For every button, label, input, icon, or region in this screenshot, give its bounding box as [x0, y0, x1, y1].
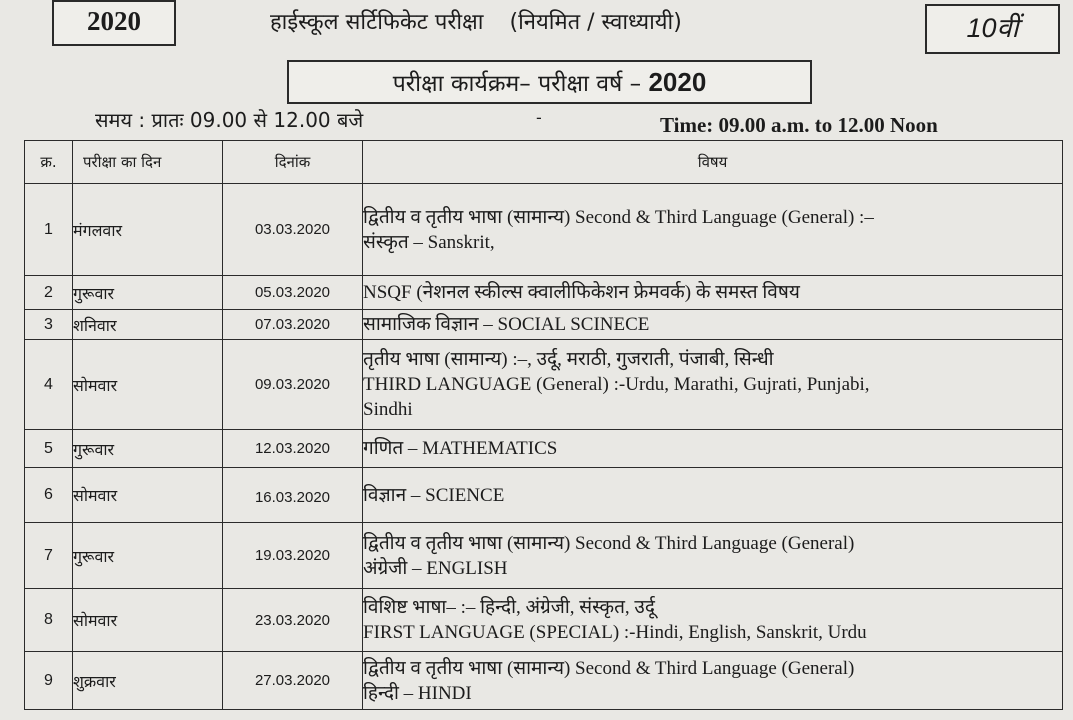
row-subject — [363, 276, 1063, 310]
row-num: 2 — [25, 276, 73, 310]
row-subject — [363, 652, 1063, 710]
subject-line: द्वितीय व तृतीय भाषा (सामान्य) Second & Third Language (General) — [363, 532, 855, 554]
class-box: 10वीं — [925, 4, 1060, 54]
subject-line: तृतीय भाषा (सामान्य) :–, उर्दू, मराठी, गुजराती, पंजाबी, सिन्धी — [363, 349, 774, 370]
row-subject — [363, 468, 1063, 523]
table-row — [25, 652, 1063, 710]
subject-line: द्वितीय व तृतीय भाषा (सामान्य) Second & Third Language (General) :– — [363, 206, 874, 228]
year-box: 2020 — [52, 0, 176, 46]
table-row — [25, 523, 1063, 589]
row-num: 4 — [25, 340, 73, 430]
row-date: 19.03.2020 — [223, 523, 363, 589]
col-header-subject: विषय — [363, 141, 1063, 184]
separator-mark: - — [536, 108, 542, 127]
subject-line: THIRD LANGUAGE (General) :-Urdu, Marathi, Gujrati, Punjabi, — [363, 374, 870, 395]
row-date: 07.03.2020 — [223, 310, 363, 340]
table-row — [25, 184, 1063, 276]
table-row — [25, 310, 1063, 340]
time-english: Time: 09.00 a.m. to 12.00 Noon — [660, 113, 938, 137]
subject-line: सामाजिक विज्ञान – SOCIAL SCINECE — [363, 314, 650, 335]
row-date: 05.03.2020 — [223, 276, 363, 310]
row-day: सोमवार — [73, 468, 223, 523]
row-day: सोमवार — [73, 340, 223, 430]
col-header-num: क्र. — [25, 141, 73, 184]
time-hindi: समय : प्रातः 09.00 से 12.00 बजे — [95, 108, 364, 132]
row-num: 3 — [25, 310, 73, 340]
col-header-date: दिनांक — [223, 141, 363, 184]
row-num: 9 — [25, 652, 73, 710]
table-row — [25, 430, 1063, 468]
table-row — [25, 589, 1063, 652]
row-subject — [363, 430, 1063, 468]
row-date: 09.03.2020 — [223, 340, 363, 430]
row-subject — [363, 340, 1063, 430]
row-num: 8 — [25, 589, 73, 652]
row-day: शुक्रवार — [73, 652, 223, 710]
subject-line: संस्कृत – Sanskrit, — [363, 231, 495, 253]
table-row — [25, 340, 1063, 430]
schedule-title-box — [287, 60, 812, 104]
row-subject — [363, 310, 1063, 340]
table-header-row — [25, 141, 1063, 184]
row-date: 03.03.2020 — [223, 184, 363, 276]
row-subject — [363, 589, 1063, 652]
row-date: 16.03.2020 — [223, 468, 363, 523]
row-day: गुरूवार — [73, 430, 223, 468]
row-num: 6 — [25, 468, 73, 523]
subject-line: FIRST LANGUAGE (SPECIAL) :-Hindi, English, Sanskrit, Urdu — [363, 622, 867, 643]
row-day: शनिवार — [73, 310, 223, 340]
subject-line: NSQF (नेशनल स्कील्स क्वालीफिकेशन फ्रेमवर्क) के समस्त विषय — [363, 282, 800, 303]
row-date: 12.03.2020 — [223, 430, 363, 468]
row-num: 7 — [25, 523, 73, 589]
subject-line: गणित – MATHEMATICS — [363, 438, 558, 459]
row-day: मंगलवार — [73, 184, 223, 276]
row-day: गुरूवार — [73, 276, 223, 310]
row-day: सोमवार — [73, 589, 223, 652]
subject-line: अंग्रेजी – ENGLISH — [363, 557, 508, 579]
subject-line: हिन्दी – HINDI — [363, 682, 472, 704]
exam-schedule-table — [24, 140, 1063, 710]
schedule-year: 2020 — [648, 67, 707, 97]
table-row — [25, 468, 1063, 523]
row-num: 5 — [25, 430, 73, 468]
row-date: 23.03.2020 — [223, 589, 363, 652]
exam-name: हाईस्कूल सर्टिफिकेट परीक्षा — [270, 10, 484, 35]
schedule-title: परीक्षा कार्यक्रम– परीक्षा वर्ष – — [392, 71, 642, 97]
row-subject — [363, 184, 1063, 276]
subject-line: विशिष्ट भाषा– :– हिन्दी, अंग्रेजी, संस्कृत, उर्दू — [363, 597, 655, 618]
subject-line: द्वितीय व तृतीय भाषा (सामान्य) Second & Third Language (General) — [363, 657, 855, 679]
subject-line: विज्ञान – SCIENCE — [363, 484, 505, 506]
row-num: 1 — [25, 184, 73, 276]
col-header-day: परीक्षा का दिन — [73, 141, 223, 184]
subject-line: Sindhi — [363, 399, 413, 420]
table-row — [25, 276, 1063, 310]
row-day: गुरूवार — [73, 523, 223, 589]
row-subject — [363, 523, 1063, 589]
exam-title — [270, 6, 682, 36]
exam-mode: (नियमित / स्वाध्यायी) — [509, 10, 682, 35]
row-date: 27.03.2020 — [223, 652, 363, 710]
